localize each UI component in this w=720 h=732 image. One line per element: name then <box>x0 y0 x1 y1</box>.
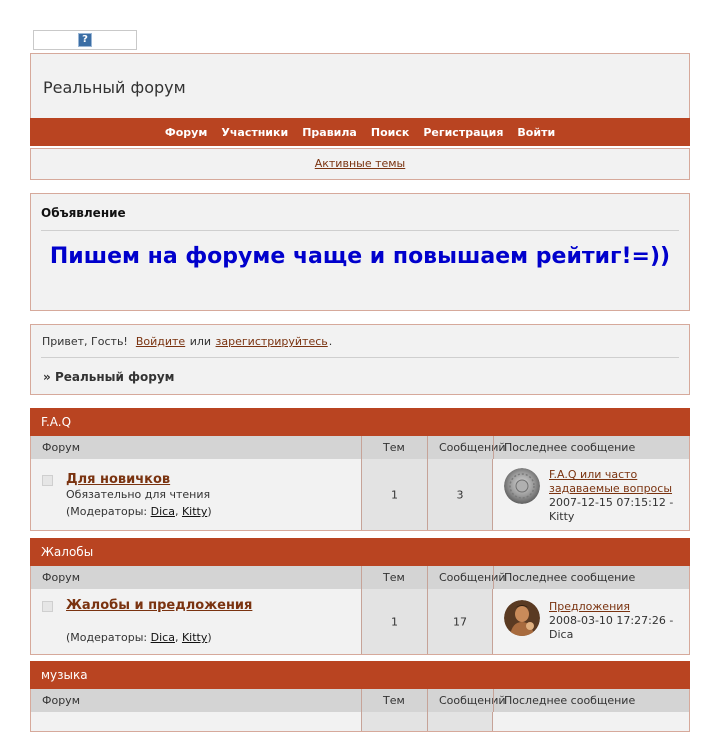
col-topics: Тем <box>383 694 405 707</box>
forum-description: Обязательно для чтения <box>66 488 211 501</box>
col-forum: Форум <box>42 571 80 584</box>
column-header <box>30 566 690 589</box>
divider <box>361 566 362 589</box>
divider <box>427 689 428 712</box>
col-posts: Сообщений <box>439 694 506 707</box>
forum-row <box>30 712 690 732</box>
breadcrumb-home[interactable]: Реальный форум <box>54 370 175 384</box>
divider <box>493 436 494 459</box>
divider <box>427 566 428 589</box>
divider <box>41 230 679 231</box>
posts-count: 17 <box>453 615 467 628</box>
topics-cell <box>361 589 427 654</box>
posts-cell <box>427 712 493 731</box>
top-widget <box>33 30 137 50</box>
mods-separator: , <box>174 505 179 518</box>
divider <box>493 566 494 589</box>
or-text: или <box>189 335 212 348</box>
login-link[interactable]: Войдите <box>135 335 186 348</box>
breadcrumb-arrow: » <box>43 370 51 384</box>
site-title: Реальный форум <box>43 78 186 97</box>
welcome-panel <box>30 324 690 395</box>
forum-moderators <box>66 631 212 644</box>
col-topics: Тем <box>383 571 405 584</box>
category-title[interactable]: музыка <box>30 661 690 689</box>
divider <box>41 357 679 358</box>
category-music <box>30 661 690 732</box>
nav-rules[interactable]: Правила <box>302 125 357 139</box>
topics-cell <box>361 459 427 530</box>
announcement-panel <box>30 193 690 311</box>
greeting-text: Привет, Гость! <box>42 335 128 348</box>
col-forum: Форум <box>42 441 80 454</box>
col-last-post: Последнее сообщение <box>504 571 636 584</box>
nav-forum[interactable]: Форум <box>164 125 208 139</box>
mods-suffix: ) <box>207 631 212 644</box>
greeting-line <box>42 335 332 348</box>
col-posts: Сообщений <box>439 571 506 584</box>
mods-prefix: (Модераторы: <box>66 631 148 644</box>
category-complaints <box>30 538 690 655</box>
topics-cell <box>361 712 427 731</box>
breadcrumb <box>43 370 174 384</box>
topics-count: 1 <box>391 488 398 501</box>
forum-title-link[interactable]: Для новичков <box>66 472 171 487</box>
forum-moderators <box>66 505 212 518</box>
forum-title-link[interactable]: Жалобы и предложения <box>66 598 253 613</box>
col-last-post: Последнее сообщение <box>504 441 636 454</box>
category-faq <box>30 408 690 531</box>
register-link[interactable]: зарегистрируйтесь <box>215 335 328 348</box>
last-post-info <box>549 468 684 524</box>
moderator-link[interactable]: Kitty <box>181 631 208 644</box>
posts-cell <box>427 589 493 654</box>
forum-status-icon <box>42 601 53 612</box>
mods-prefix: (Модераторы: <box>66 505 148 518</box>
column-header <box>30 436 690 459</box>
last-poster-avatar[interactable] <box>504 600 540 636</box>
active-topics-link[interactable]: Активные темы <box>314 157 406 170</box>
posts-cell <box>427 459 493 530</box>
nav-members[interactable]: Участники <box>221 125 289 139</box>
moderator-link[interactable]: Kitty <box>181 505 208 518</box>
category-title[interactable]: Жалобы <box>30 538 690 566</box>
nav-login[interactable]: Войти <box>517 125 556 139</box>
last-post-link[interactable]: Предложения <box>549 600 631 613</box>
divider <box>361 689 362 712</box>
last-post-meta: 2007-12-15 07:15:12 - Kitty <box>549 496 674 523</box>
col-posts: Сообщений <box>439 441 506 454</box>
moderator-link[interactable]: Dica <box>150 631 175 644</box>
divider <box>361 436 362 459</box>
col-forum: Форум <box>42 694 80 707</box>
main-nav <box>30 118 690 146</box>
moderator-link[interactable]: Dica <box>150 505 175 518</box>
mods-suffix: ) <box>207 505 212 518</box>
last-post-meta: 2008-03-10 17:27:26 - Dica <box>549 614 674 641</box>
question-mark-icon[interactable]: ? <box>78 33 92 47</box>
announcement-label: Объявление <box>41 206 126 220</box>
forum-header <box>30 53 690 179</box>
nav-register[interactable]: Регистрация <box>423 125 504 139</box>
divider <box>493 689 494 712</box>
greeting-period: . <box>328 335 333 348</box>
category-title[interactable]: F.A.Q <box>30 408 690 436</box>
topics-count: 1 <box>391 615 398 628</box>
col-last-post: Последнее сообщение <box>504 694 636 707</box>
forum-row <box>30 589 690 655</box>
column-header <box>30 689 690 712</box>
last-post-info <box>549 600 684 642</box>
forum-status-icon <box>42 475 53 486</box>
forum-row <box>30 459 690 531</box>
sub-nav <box>30 148 690 180</box>
last-post-link[interactable]: F.A.Q или часто задаваемые вопросы <box>549 468 673 495</box>
col-topics: Тем <box>383 441 405 454</box>
mods-separator: , <box>174 631 179 644</box>
announcement-message: Пишем на форуме чаще и повышаем рейтиг!=)) <box>49 244 671 269</box>
posts-count: 3 <box>456 488 464 501</box>
nav-search[interactable]: Поиск <box>370 125 410 139</box>
last-poster-avatar[interactable] <box>504 468 540 504</box>
divider <box>427 436 428 459</box>
